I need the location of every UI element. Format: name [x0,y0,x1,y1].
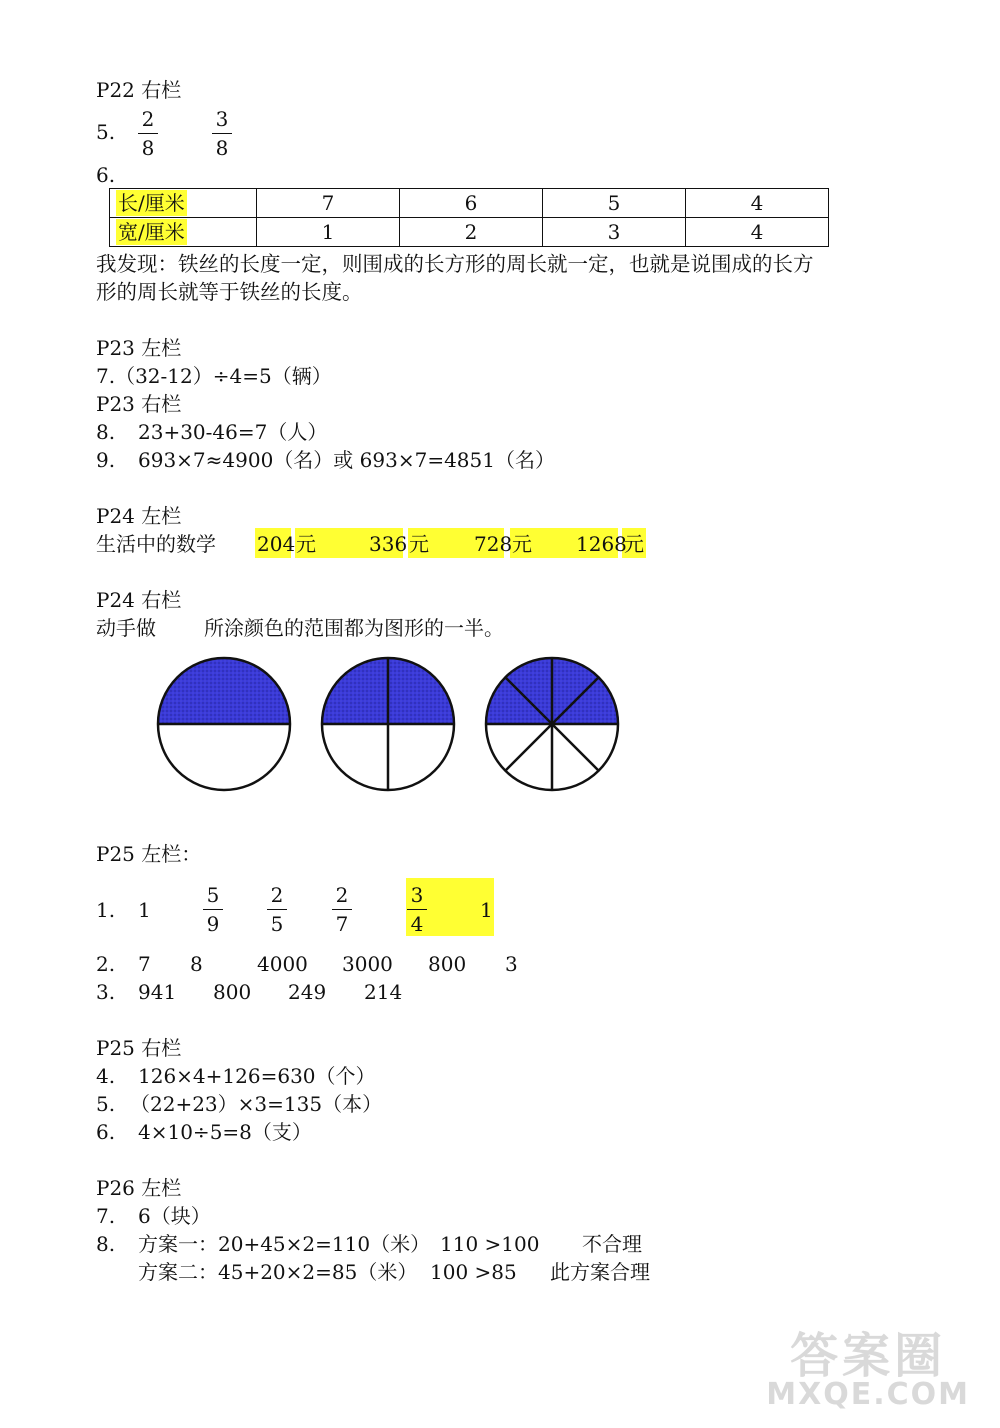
table-cell: 4 [686,218,829,247]
q3-number: 3. [96,980,116,1004]
answer-value: 728 [474,532,513,556]
plan-1: 方案一：20+45×2=110（米） [138,1232,431,1256]
denominator: 5 [270,912,284,936]
table-cell: 4 [686,189,829,218]
numerator: 2 [335,883,349,907]
numerator: 3 [410,883,424,907]
circle-eighths [486,658,618,790]
q5-fraction-1 [136,108,160,159]
table-cell: 3 [543,218,686,247]
row-header-width: 宽/厘米 [118,220,185,244]
plan-1-verdict: 不合理 [582,1232,642,1256]
heading-p23-right: P23 右栏 [96,392,182,416]
q3-value: 249 [288,980,327,1004]
plan-2: 方案二：45+20×2=85（米） [138,1260,418,1284]
circle-halves [158,658,290,790]
q2-number: 2. [96,952,116,976]
q3-value: 800 [213,980,252,1004]
q7-answer: 6（块） [138,1204,211,1228]
plan-2-compare: 100 >85 [430,1260,517,1284]
finding-line-1: 我发现：铁丝的长度一定，则围成的长方形的周长就一定，也就是说围成的长方 [96,252,814,276]
answer-value: 1268 [576,532,627,556]
table-cell: 1 [257,218,400,247]
q5-fraction-2 [210,108,234,159]
q6-number: 6. [96,1120,116,1144]
answer-unit: 元 [512,532,532,556]
q3-value: 941 [138,980,177,1004]
q2-value: 3000 [342,952,393,976]
table-row [110,189,829,218]
numerator: 2 [141,107,155,131]
answer-unit: 元 [624,532,644,556]
q1-highlighted-value: 1 [480,898,493,922]
watermark-line-2: MXQE.COM [766,1377,970,1412]
q5-answer: （22+23）×3=135（本） [130,1092,383,1116]
table-cell: 6 [400,189,543,218]
numerator: 2 [270,883,284,907]
half-shaded-circles [150,650,630,800]
q1-fraction [265,884,289,935]
denominator: 7 [335,912,349,936]
q1-fraction [330,884,354,935]
heading-p26-left: P26 左栏 [96,1176,182,1200]
q2-value: 800 [428,952,467,976]
q9-answer: 693×7≈4900（名）或 693×7=4851（名） [138,448,555,472]
life-math-label: 生活中的数学 [96,532,216,556]
circle-quarters [322,658,454,790]
answer-value: 204 [257,532,296,556]
denominator: 9 [206,912,220,936]
table-cell: 5 [543,189,686,218]
q8-number: 8. [96,420,116,444]
heading-p24-right: P24 右栏 [96,588,182,612]
plan-2-verdict: 此方案合理 [550,1260,650,1284]
q5-number: 5. [96,120,116,144]
q8-answer: 23+30-46=7（人） [138,420,328,444]
q1-highlighted-fraction [405,884,429,935]
heading-p25-right: P25 右栏 [96,1036,182,1060]
q7-answer: 7.（32-12）÷4=5（辆） [96,364,332,388]
hands-on-label: 动手做 [96,616,156,640]
plan-1-compare: 110 >100 [440,1232,540,1256]
answer-unit: 元 [296,532,316,556]
q2-value: 3 [505,952,518,976]
q2-value: 8 [190,952,203,976]
q6-number: 6. [96,163,116,187]
q6-answer: 4×10÷5=8（支） [138,1120,312,1144]
q4-number: 4. [96,1064,116,1088]
q2-value: 4000 [257,952,308,976]
q5-number: 5. [96,1092,116,1116]
q1-fraction [201,884,225,935]
numerator: 3 [215,107,229,131]
q8-number: 8. [96,1232,116,1256]
numerator: 5 [206,883,220,907]
watermark-logo [766,1328,970,1412]
table-cell: 7 [257,189,400,218]
q7-number: 7. [96,1204,116,1228]
finding-line-2: 形的周长就等于铁丝的长度。 [96,280,363,304]
denominator: 8 [215,136,229,160]
denominator: 4 [410,912,424,936]
table-cell: 2 [400,218,543,247]
q3-value: 214 [364,980,403,1004]
row-header-length: 长/厘米 [118,191,185,215]
heading-p24-left: P24 左栏 [96,504,182,528]
q9-number: 9. [96,448,116,472]
hands-on-text: 所涂颜色的范围都为图形的一半。 [204,616,504,640]
denominator: 8 [141,136,155,160]
answer-value: 336 [369,532,408,556]
length-width-table [109,188,829,247]
q1-number: 1. [96,898,116,922]
heading-p23-left: P23 左栏 [96,336,182,360]
heading-p22-right: P22 右栏 [96,78,182,102]
q1-first-answer: 1 [138,898,151,922]
q2-value: 7 [138,952,151,976]
table-row [110,218,829,247]
heading-p25-left: P25 左栏： [96,842,202,866]
q4-answer: 126×4+126=630（个） [138,1064,376,1088]
watermark-line-1: 答案圈 [790,1328,947,1384]
answer-unit: 元 [409,532,429,556]
shaded-half [158,658,290,724]
